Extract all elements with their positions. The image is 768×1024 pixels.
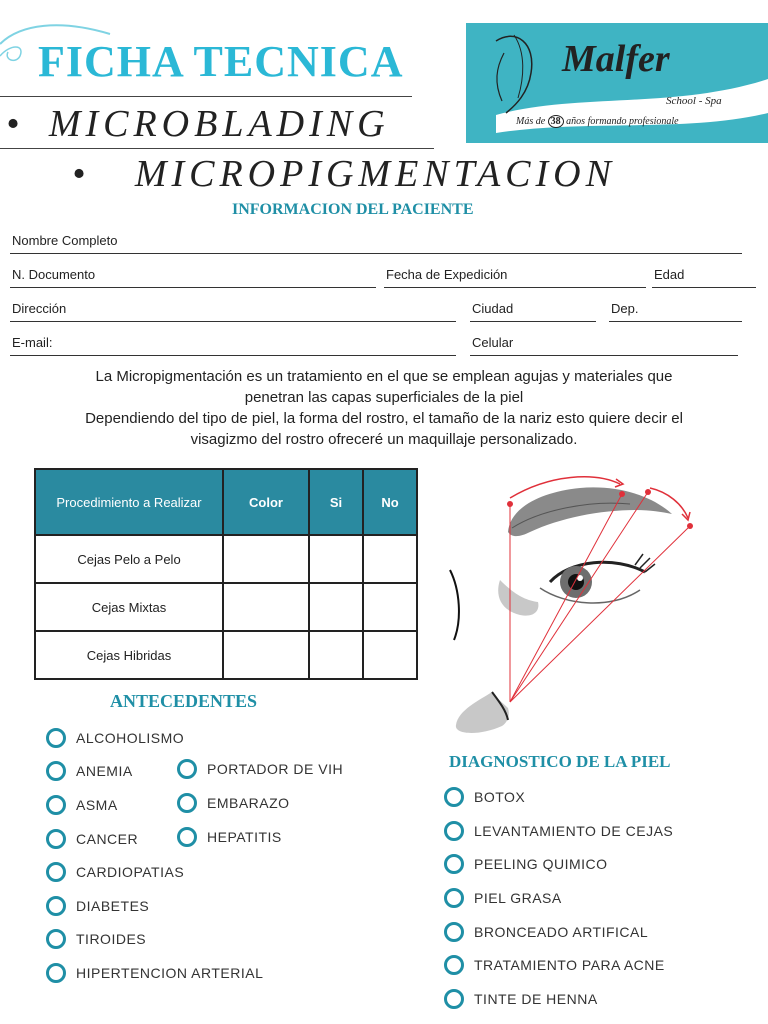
- page-title: FICHA TECNICA: [38, 37, 404, 86]
- radio-circle-icon[interactable]: [444, 821, 464, 841]
- checkbox-peeling-quimico[interactable]: [444, 847, 673, 881]
- checkbox-label: EMBARAZO: [207, 795, 290, 811]
- full-name-label: Nombre Completo: [12, 233, 118, 248]
- title-divider: [0, 96, 412, 97]
- table-row: [35, 583, 417, 631]
- checkbox-label: TRATAMIENTO PARA ACNE: [474, 957, 665, 974]
- checkbox-label: TIROIDES: [76, 931, 147, 948]
- checkbox-bronceado-artifical[interactable]: [444, 915, 673, 949]
- procedure-name-cell: Cejas Pelo a Pelo: [35, 535, 223, 583]
- subtitle-text: MICROPIGMENTACION: [134, 153, 616, 195]
- column-header-no: No: [363, 469, 417, 535]
- checkbox-label: ASMA: [76, 796, 118, 813]
- checkbox-label: ALCOHOLISMO: [76, 729, 185, 746]
- bullet: •: [6, 103, 25, 145]
- email-label: E-mail:: [12, 335, 53, 350]
- eyebrow-mapping-illustration: [440, 470, 710, 742]
- age-field[interactable]: [652, 287, 756, 288]
- address-field[interactable]: [10, 321, 456, 322]
- subtitle-micropigmentacion: [72, 152, 616, 196]
- checkbox-tratamiento-para-acne[interactable]: [444, 948, 673, 982]
- diagnostico-heading: DIAGNOSTICO DE LA PIEL: [449, 752, 671, 771]
- radio-circle-icon[interactable]: [444, 955, 464, 975]
- radio-circle-icon[interactable]: [46, 761, 66, 781]
- procedure-name-cell: Cejas Mixtas: [35, 583, 223, 631]
- radio-circle-icon[interactable]: [444, 787, 464, 807]
- address-label: Dirección: [12, 301, 67, 316]
- si-cell[interactable]: [309, 631, 363, 679]
- radio-circle-icon[interactable]: [46, 728, 66, 748]
- antecedentes-heading: ANTECEDENTES: [110, 691, 258, 711]
- radio-circle-icon[interactable]: [177, 759, 197, 779]
- checkbox-embarazo[interactable]: [177, 786, 343, 820]
- table-header-row: [35, 469, 417, 535]
- radio-circle-icon[interactable]: [46, 862, 66, 882]
- logo-years-badge: 38: [548, 115, 564, 128]
- table-row: [35, 631, 417, 679]
- logo-years-prefix: Más de: [516, 116, 546, 127]
- logo-years-suffix: años formando profesionale: [566, 116, 679, 127]
- age-label: Edad: [654, 267, 685, 282]
- phone-label: Celular: [472, 335, 514, 350]
- checkbox-label: PORTADOR DE VIH: [207, 761, 344, 777]
- checkbox-label: CARDIOPATIAS: [76, 864, 185, 881]
- checkbox-piel-grasa[interactable]: [444, 881, 673, 915]
- radio-circle-icon[interactable]: [46, 896, 66, 916]
- color-cell[interactable]: [223, 583, 309, 631]
- brand-logo: [466, 23, 768, 143]
- checkbox-botox[interactable]: [444, 780, 673, 814]
- checkbox-label: DIABETES: [76, 897, 150, 914]
- subtitle-text: MICROBLADING: [48, 103, 390, 145]
- checkbox-label: LEVANTAMIENTO DE CEJAS: [474, 822, 674, 839]
- checkbox-label: BRONCEADO ARTIFICAL: [474, 923, 649, 940]
- column-header-si: Si: [309, 469, 363, 535]
- radio-circle-icon[interactable]: [444, 922, 464, 942]
- description-line: Dependiendo del tipo de piel, la forma del rostro, el tamaño de la nariz esto quiere decir el: [85, 410, 683, 427]
- radio-circle-icon[interactable]: [177, 827, 197, 847]
- checkbox-label: PEELING QUIMICO: [474, 856, 608, 873]
- subtitle-microblading: [6, 102, 390, 146]
- city-field[interactable]: [470, 321, 596, 322]
- checkbox-label: CANCER: [76, 830, 139, 847]
- no-cell[interactable]: [363, 631, 417, 679]
- procedure-name-cell: Cejas Hibridas: [35, 631, 223, 679]
- column-header-procedure: Procedimiento a Realizar: [35, 469, 223, 535]
- description-paragraph: [30, 366, 738, 450]
- checkbox-label: ANEMIA: [76, 763, 133, 780]
- checkbox-label: HEPATITIS: [207, 829, 282, 845]
- description-line: penetran las capas superficiales de la piel: [244, 389, 524, 406]
- checkbox-diabetes[interactable]: [46, 889, 263, 923]
- antecedentes-right-list: [177, 752, 343, 854]
- column-header-color: Color: [223, 469, 309, 535]
- checkbox-hepatitis[interactable]: [177, 820, 343, 854]
- radio-circle-icon[interactable]: [46, 963, 66, 983]
- bullet: •: [72, 153, 91, 195]
- document-label: N. Documento: [12, 267, 96, 282]
- checkbox-tiroides[interactable]: [46, 923, 263, 957]
- logo-brand-name: Malfer: [562, 38, 670, 80]
- radio-circle-icon[interactable]: [444, 888, 464, 908]
- no-cell[interactable]: [363, 583, 417, 631]
- diagnostico-list: [444, 780, 673, 1016]
- radio-circle-icon[interactable]: [46, 795, 66, 815]
- logo-tagline: School - Spa: [666, 95, 722, 107]
- city-label: Ciudad: [472, 301, 514, 316]
- patient-info-heading: INFORMACION DEL PACIENTE: [232, 201, 474, 218]
- checkbox-cardiopatias[interactable]: [46, 855, 263, 889]
- radio-circle-icon[interactable]: [444, 854, 464, 874]
- checkbox-hipertencion-arterial[interactable]: [46, 956, 263, 990]
- dep-label: Dep.: [611, 301, 639, 316]
- full-name-field[interactable]: [10, 253, 742, 254]
- checkbox-tinte-de-henna[interactable]: [444, 982, 673, 1016]
- description-line: La Micropigmentación es un tratamiento en el que se emplean agujas y materiales que: [95, 368, 673, 385]
- checkbox-label: PIEL GRASA: [474, 889, 562, 906]
- color-cell[interactable]: [223, 631, 309, 679]
- subtitle-divider: [0, 148, 434, 149]
- checkbox-alcoholismo[interactable]: [46, 721, 263, 755]
- description-line: visagizmo del rostro ofreceré un maquillaje personalizado.: [190, 431, 578, 448]
- radio-circle-icon[interactable]: [177, 793, 197, 813]
- checkbox-label: HIPERTENCION ARTERIAL: [76, 964, 264, 981]
- si-cell[interactable]: [309, 535, 363, 583]
- checkbox-label: TINTE DE HENNA: [474, 990, 598, 1007]
- color-cell[interactable]: [223, 535, 309, 583]
- si-cell[interactable]: [309, 583, 363, 631]
- email-field[interactable]: [10, 355, 456, 356]
- checkbox-levantamiento-de-cejas[interactable]: [444, 814, 673, 848]
- phone-field[interactable]: [470, 355, 738, 356]
- procedure-table: [34, 468, 418, 680]
- document-field[interactable]: [10, 287, 376, 288]
- table-row: [35, 535, 417, 583]
- radio-circle-icon[interactable]: [46, 929, 66, 949]
- checkbox-label: BOTOX: [474, 788, 526, 805]
- dep-field[interactable]: [609, 321, 742, 322]
- radio-circle-icon[interactable]: [444, 989, 464, 1009]
- logo-years-line: [516, 115, 679, 128]
- radio-circle-icon[interactable]: [46, 829, 66, 849]
- no-cell[interactable]: [363, 535, 417, 583]
- checkbox-portador-de-vih[interactable]: [177, 752, 343, 786]
- issue-date-field[interactable]: [384, 287, 646, 288]
- issue-date-label: Fecha de Expedición: [386, 267, 508, 282]
